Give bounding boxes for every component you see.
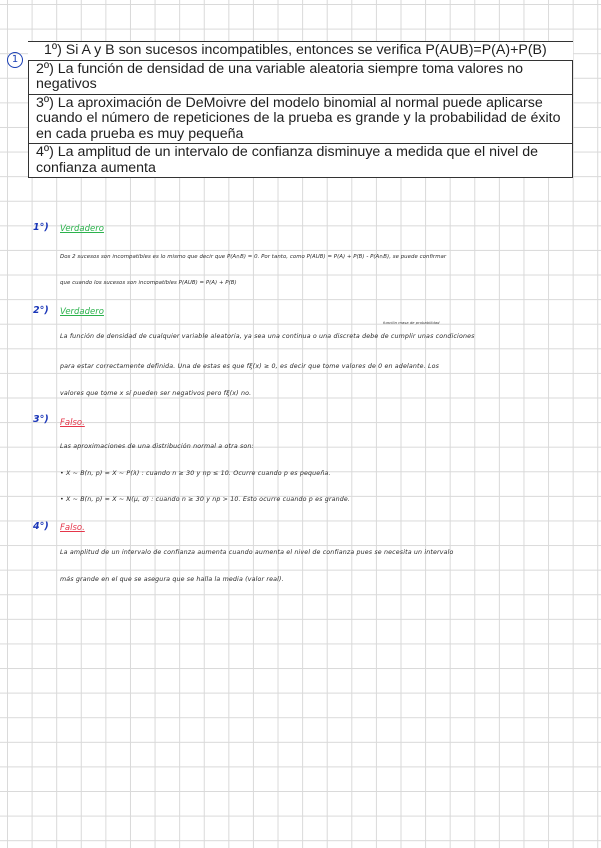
statement-1: 1º) Si A y B son sucesos incompatibles, entonces se verifica P(AUB)=P(A)+P(B) bbox=[28, 42, 573, 60]
answer-4-line-2: más grande en el que se asegura que se halla la media (valor real). bbox=[60, 576, 284, 583]
answer-2-line-3: valores que tome x sí pueden ser negativos pero fξ(x) no. bbox=[60, 390, 252, 397]
statement-4: 4º) La amplitud de un intervalo de confianza disminuye a medida que el nivel de confianza aumenta bbox=[28, 143, 573, 177]
answer-2-line-2: para estar correctamente definida. Una de estas es que fξ(x) ≥ 0, es decir que tome valores de 0 en adelante. Los bbox=[60, 363, 440, 370]
answer-2-number: 2°) bbox=[33, 305, 49, 316]
statements-box bbox=[28, 41, 573, 178]
answer-2-line-1: La función de densidad de cualquier variable aleatoria, ya sea una continua o una discreta debe de cumplir unas condiciones bbox=[60, 333, 475, 340]
statement-3: 3º) La aproximación de DeMoivre del modelo binomial al normal puede aplicarse cuando el número de repeticiones de la prueba es grande y la probabilidad de éxito en cada prueba es muy pequeña bbox=[28, 94, 573, 144]
answer-4-number: 4°) bbox=[33, 521, 49, 532]
answer-1-line-1: Dos 2 sucesos son incompatibles es lo mismo que decir que P(A∩B) = 0. Por tanto, como P(AUB) = P(A) + P(B) - P(A∩B), se puede confirmar bbox=[60, 254, 447, 260]
question-number-badge: 1 bbox=[7, 52, 23, 68]
answer-3-verdict: Falso. bbox=[60, 418, 85, 428]
answer-3-line-1: Las aproximaciones de una distribución normal a otra son: bbox=[60, 443, 254, 450]
answer-2-verdict: Verdadero bbox=[60, 307, 104, 317]
answer-3-number: 3°) bbox=[33, 414, 49, 425]
answer-1-line-2: que cuando los sucesos son incompatibles P(AUB) = P(A) + P(B) bbox=[60, 280, 237, 286]
answer-4-verdict: Falso. bbox=[60, 523, 85, 533]
answer-3-line-2: • X ~ B(n, p) ≈ X ~ P(λ) : cuando n ≥ 30 y np ≤ 10. Ocurre cuando p es pequeña. bbox=[60, 470, 331, 477]
answer-1-number: 1°) bbox=[33, 222, 49, 233]
answer-3-line-3: • X ~ B(n, p) ≈ X ~ N(μ, σ) : cuando n ≥ 30 y np > 10. Esto ocurre cuando p es grande. bbox=[60, 496, 351, 503]
statement-2: 2º) La función de densidad de una variable aleatoria siempre toma valores no negativos bbox=[28, 60, 573, 94]
answer-2-margin-note: función masa de probabilidad bbox=[383, 320, 440, 325]
answer-4-line-1: La amplitud de un intervalo de confianza aumenta cuando aumenta el nivel de confianza pues se necesita un intervalo bbox=[60, 549, 454, 556]
answer-1-verdict: Verdadero bbox=[60, 224, 104, 234]
